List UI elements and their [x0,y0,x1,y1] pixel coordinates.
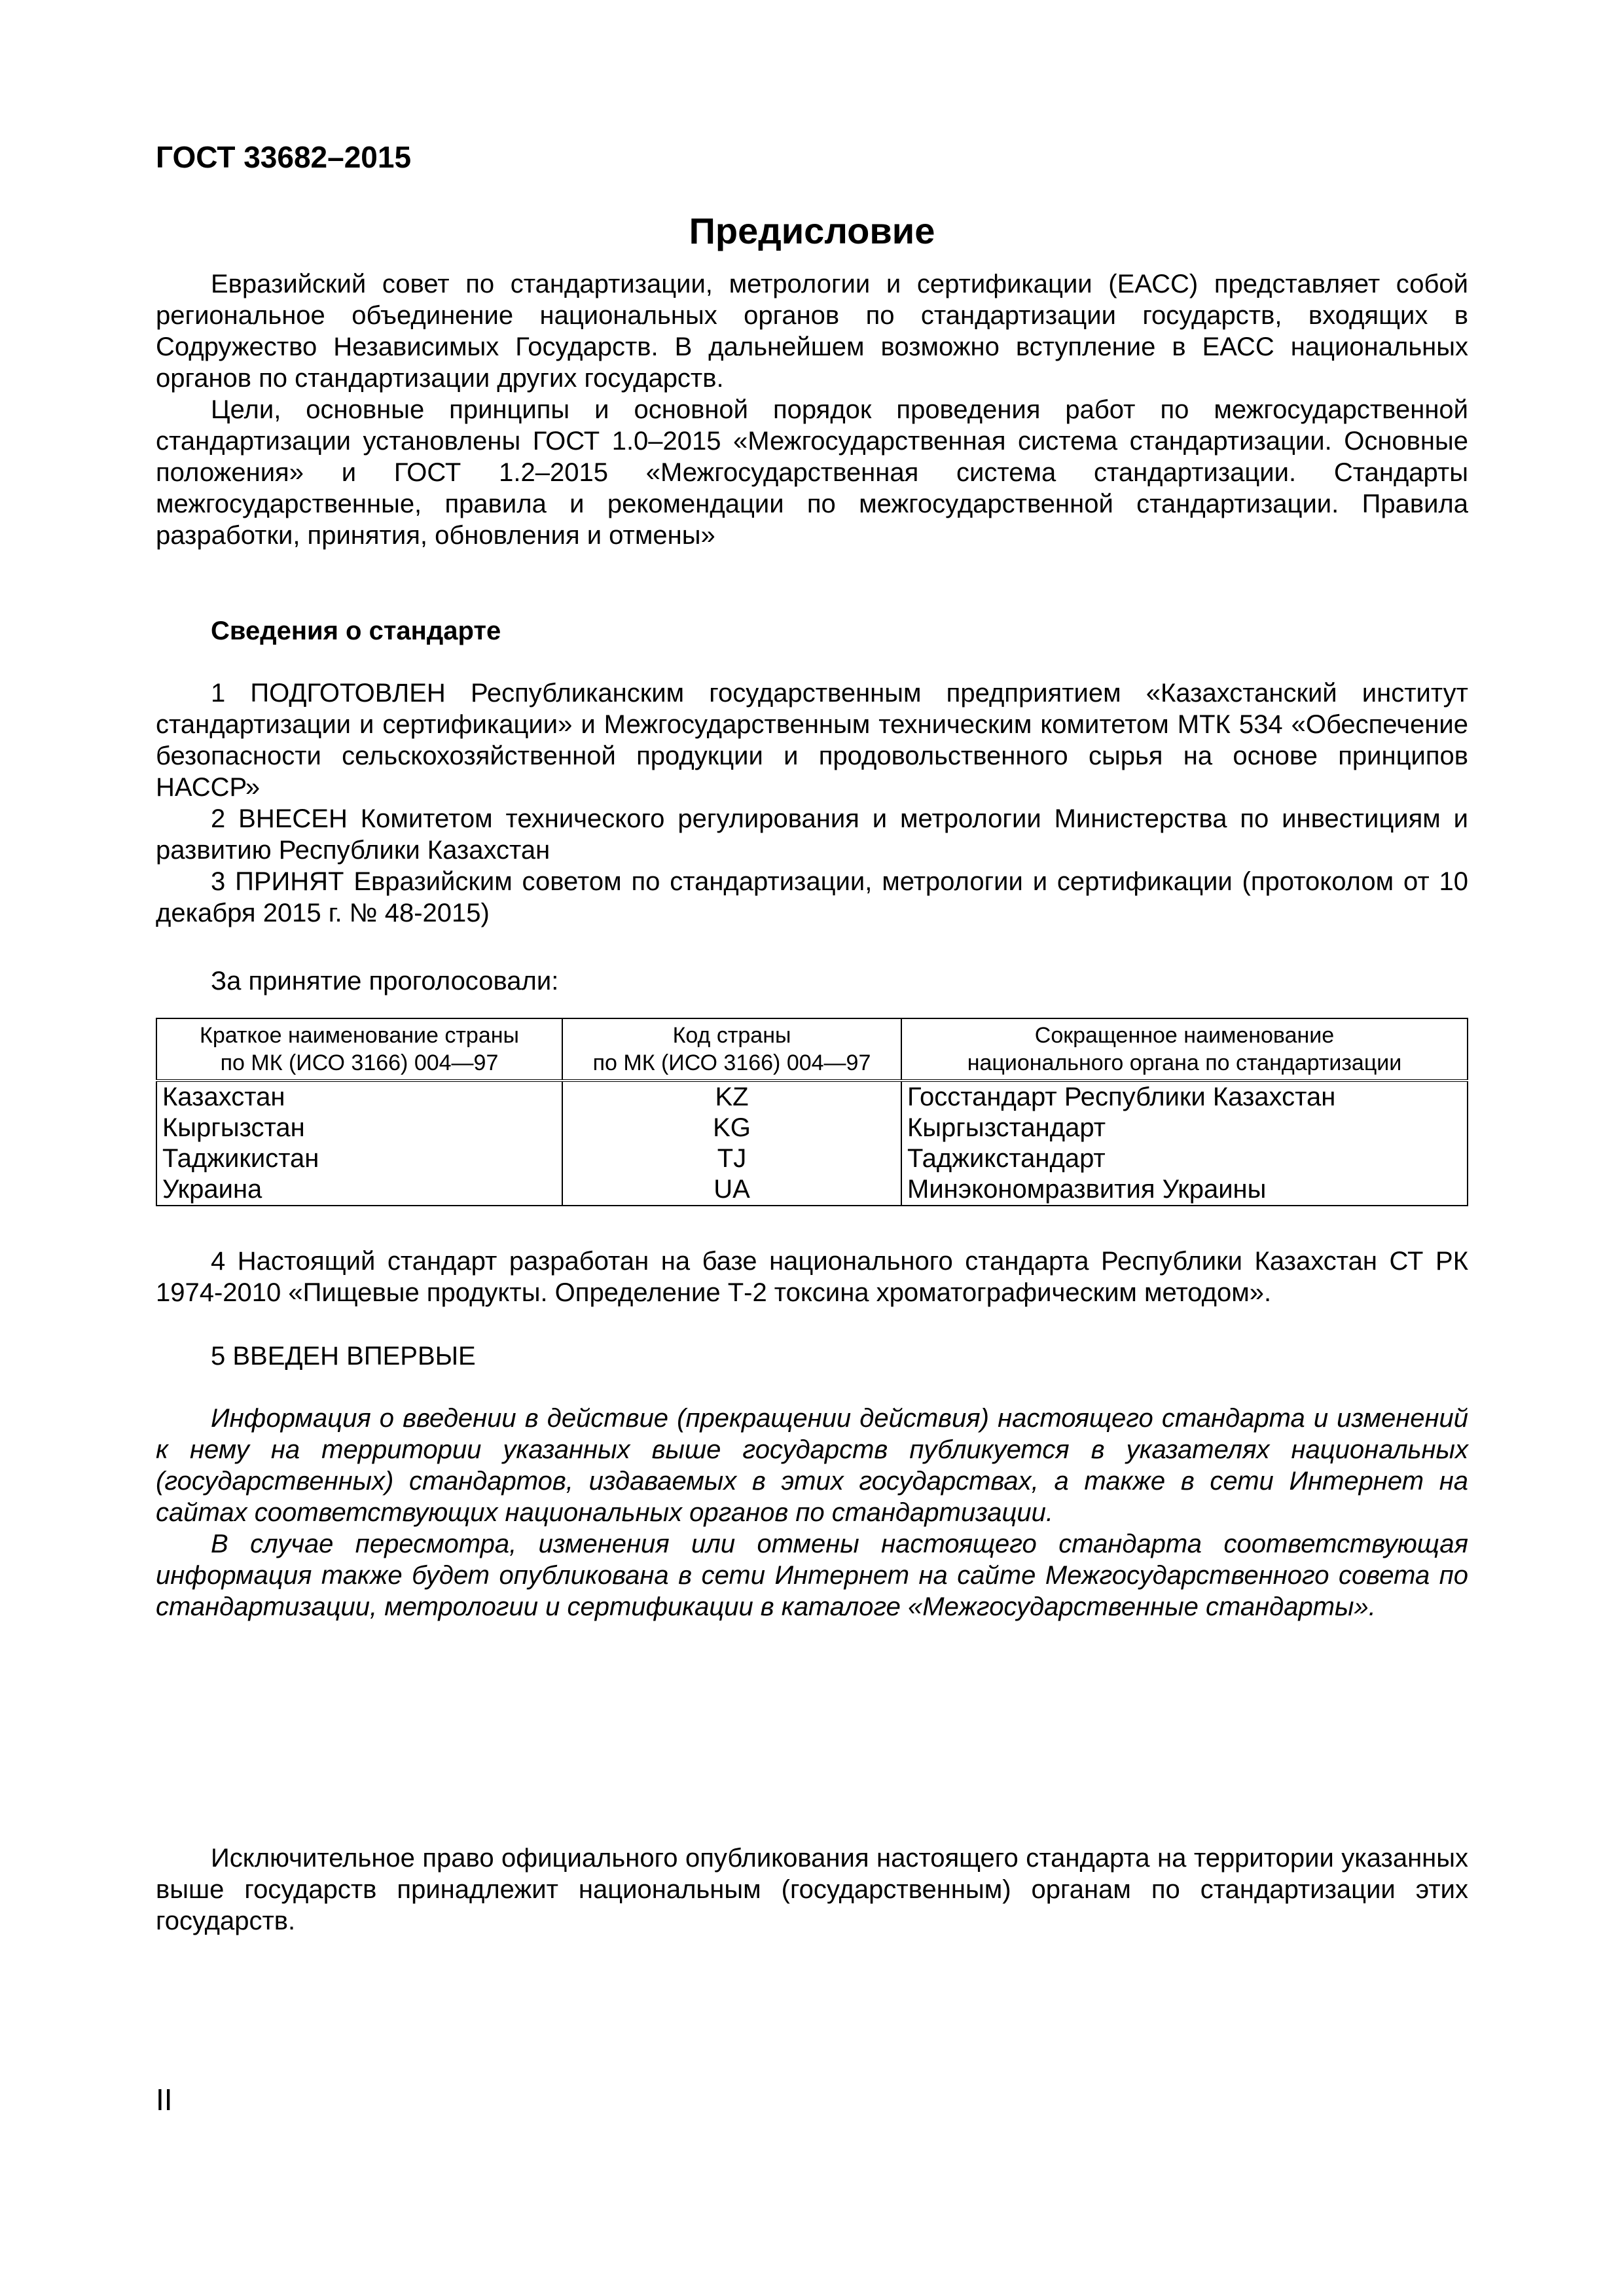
code-cell: UA [562,1174,901,1206]
copyright-text: Исключительное право официального опубликования настоящего стандарта на территории указанных выше государств принадлежит национальным (государственным) органам по стандартизации этих государств. [156,1844,1468,1935]
italic-notes [156,1403,1468,1623]
table-row [156,1174,1468,1206]
table-header-code: Код страны по МК (ИСО 3166) 004—97 [562,1018,901,1081]
code-cell: KG [562,1113,901,1143]
intro-paragraph-2: Цели, основные принципы и основной порядок проведения работ по межгосударственной стандартизации установлены ГОСТ 1.0–2015 «Межгосударственная система стандартизации. Основные положения» и ГОСТ 1.2–2015 «Межгосударственная система стандартизации. Стандарты межгосударственные, правила и рекомендации по межгосударственной стандартизации. Правила разработки, принятия, обновления и отмены» [156,395,1468,550]
organ-cell: Госстандарт Республики Казахстан [901,1081,1468,1113]
intro-paragraph-1: Евразийский совет по стандартизации, метрологии и сертификации (ЕАСС) представляет собой региональное объединение национальных органов по стандартизации государств, входящих в Содружество Независимых Государств. В дальнейшем возможно вступление в ЕАСС национальных органов по стандартизации других государств. [156,270,1468,393]
table-header-country: Краткое наименование страны по МК (ИСО 3166) 004—97 [156,1018,562,1081]
table-header-row [156,1018,1468,1081]
table-row [156,1081,1468,1113]
standard-code: ГОСТ 33682–2015 [156,140,412,174]
table-row [156,1143,1468,1174]
intro-section [156,268,1468,551]
info-item-1: 1 ПОДГОТОВЛЕН Республиканским государственным предприятием «Казахстанский институт стандартизации и сертификации» и Межгосударственным техническим комитетом МТК 534 «Обеспечение безопасности сельскохозяйственной продукции и продовольственного сырья на основе принципов НАССР» [156,679,1468,802]
country-cell: Кыргызстан [156,1113,562,1143]
info-items [156,677,1468,929]
country-cell: Таджикистан [156,1143,562,1174]
info-item-4: 4 Настоящий стандарт разработан на базе национального стандарта Республики Казахстан СТ РК 1974-2010 «Пищевые продукты. Определение Т-2 токсина хроматографическим методом». [156,1247,1468,1307]
country-cell: Казахстан [156,1081,562,1113]
info-heading: Сведения о стандарте [211,617,501,645]
country-cell: Украина [156,1174,562,1206]
info-item-2: 2 ВНЕСЕН Комитетом технического регулирования и метрологии Министерства по инвестициям и развитию Республики Казахстан [156,804,1468,865]
code-cell: TJ [562,1143,901,1174]
organ-cell: Таджикстандарт [901,1143,1468,1174]
table-row [156,1113,1468,1143]
voters-table [156,1018,1468,1206]
item-4-section [156,1246,1468,1308]
voted-label: За принятие проголосовали: [211,967,559,996]
organ-cell: Минэкономразвития Украины [901,1174,1468,1206]
table-header-organ: Сокращенное наименование национального органа по стандартизации [901,1018,1468,1081]
italic-note-1: Информация о введении в действие (прекращении действия) настоящего стандарта и изменений к нему на территории указанных выше государств публикуется в указателях национальных (государственных) стандартов, издаваемых в этих государствах, а также в сети Интернет на сайтах соответствующих национальных органов по стандартизации. [156,1404,1468,1527]
italic-note-2: В случае пересмотра, изменения или отмены настоящего стандарта соответствующая информация также будет опубликована в сети Интернет на сайте Межгосударственного совета по стандартизации, метрологии и сертификации в каталоге «Межгосударственные стандарты». [156,1530,1468,1621]
page-title: Предисловие [689,210,935,251]
page-number: II [156,2083,173,2117]
copyright-section [156,1842,1468,1937]
code-cell: KZ [562,1081,901,1113]
info-item-5: 5 ВВЕДЕН ВПЕРВЫЕ [211,1342,476,1371]
organ-cell: Кыргызстандарт [901,1113,1468,1143]
info-item-3: 3 ПРИНЯТ Евразийским советом по стандартизации, метрологии и сертификации (протоколом от 10 декабря 2015 г. № 48-2015) [156,867,1468,927]
